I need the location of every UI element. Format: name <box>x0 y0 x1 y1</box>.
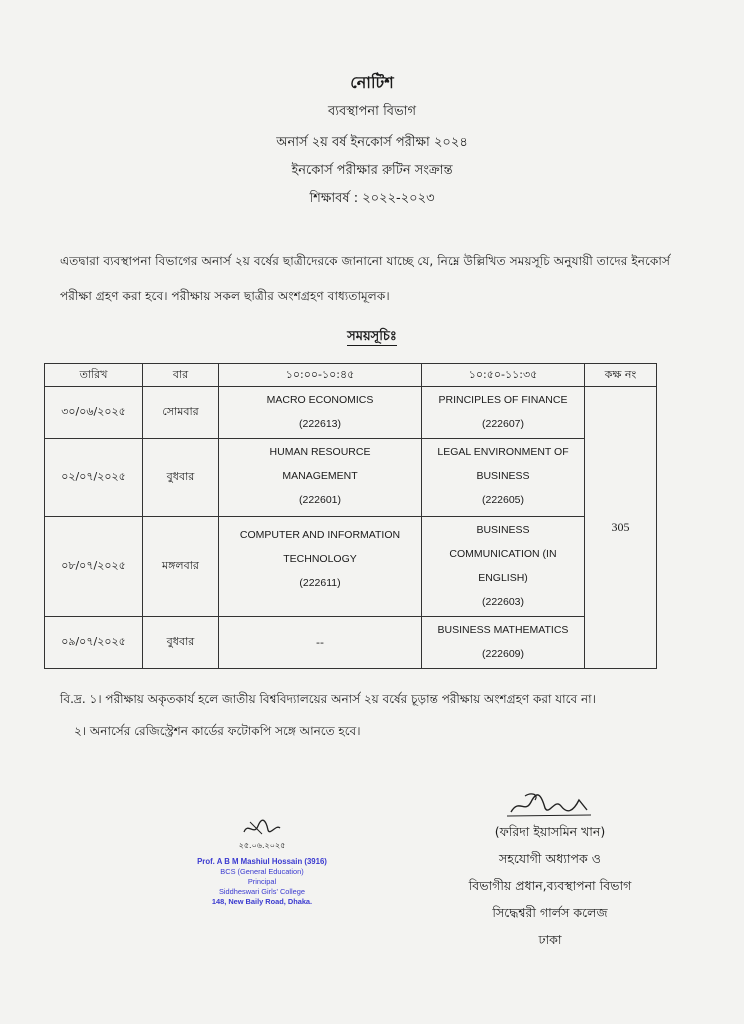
cell-date: ০৯/০৭/২০২৫ <box>45 617 143 669</box>
signatory-name: (ফরিদা ইয়াসমিন খান) <box>494 824 606 839</box>
signatory-designation: সহযোগী অধ্যাপক ও <box>499 851 601 866</box>
col-header-slot1: ১০:০০-১০:৪৫ <box>219 364 422 387</box>
cell-date: ০৮/০৭/২০২৫ <box>45 517 143 617</box>
signatory-role: বিভাগীয় প্রধান,ব্যবস্থাপনা বিভাগ <box>468 878 632 893</box>
cell-slot1: COMPUTER AND INFORMATION TECHNOLOGY (222611) <box>219 517 422 617</box>
cell-slot1: MACRO ECONOMICS (222613) <box>219 387 422 439</box>
cell-day: বুধবার <box>143 617 219 669</box>
routine-subject: ইনকোর্স পরীক্ষার রুটিন সংক্রান্ত <box>291 163 453 178</box>
cell-day: মঙ্গলবার <box>143 517 219 617</box>
notice-body: এতদ্বারা ব্যবস্থাপনা বিভাগের অনার্স ২য় বর্ষের ছাত্রীদেরকে জানানো যাচ্ছে যে, নিম্নে উল্লিখিত সময়সূচি অনুযায়ী তাদের ইনকোর্স পরীক্ষা গ্রহণ করা হবে। পরীক্ষায় সকল ছাত্রীর অংশগ্রহণ বাধ্যতামূলক। <box>60 254 670 303</box>
col-header-date: তারিখ <box>45 364 143 387</box>
cell-slot2: BUSINESS COMMUNICATION (IN ENGLISH) (222603) <box>422 517 585 617</box>
cell-day: সোমবার <box>143 387 219 439</box>
schedule-table <box>44 363 657 669</box>
table-header-row <box>45 364 657 387</box>
table-row <box>45 517 657 617</box>
table-row <box>45 439 657 517</box>
principal-signature-image <box>240 818 284 838</box>
cell-date: ৩০/০৬/২০২৫ <box>45 387 143 439</box>
department-name: ব্যবস্থাপনা বিভাগ <box>327 104 417 119</box>
note-2: ২। অনার্সের রেজিস্ট্রেশন কার্ডের ফটোকপি সঙ্গে আনতে হবে। <box>74 724 361 738</box>
signatory-principal <box>172 818 352 907</box>
cell-slot1: -- <box>219 617 422 669</box>
notes-section <box>60 687 670 743</box>
col-header-slot2: ১০:৫০-১১:৩৫ <box>422 364 585 387</box>
col-header-room: কক্ষ নং <box>585 364 657 387</box>
cell-date: ০২/০৭/২০২৫ <box>45 439 143 517</box>
exam-title: অনার্স ২য় বর্ষ ইনকোর্স পরীক্ষা ২০২৪ <box>276 135 468 150</box>
signatory-city: ঢাকা <box>538 932 562 947</box>
cell-room: 305 <box>585 387 657 669</box>
signatory-college: সিদ্ধেশ্বরী গার্লস কলেজ <box>492 905 608 920</box>
notice-title: নোটিশ <box>350 73 394 92</box>
cell-slot2: BUSINESS MATHEMATICS (222609) <box>422 617 585 669</box>
cell-slot1: HUMAN RESOURCE MANAGEMENT (222601) <box>219 439 422 517</box>
note-1: বি.দ্র. ১। পরীক্ষায় অকৃতকার্য হলে জাতীয় বিশ্ববিদ্যালয়ের অনার্স ২য় বর্ষের চূড়ান্ত পরীক্ষায় অংশগ্রহণ করা যাবে না। <box>60 692 596 706</box>
signatory-head-of-department <box>440 790 660 953</box>
col-header-day: বার <box>143 364 219 387</box>
schedule-title: সময়সূচিঃ <box>347 329 397 344</box>
principal-sign-date: ২৫.০৬.২০২৫ <box>238 841 286 850</box>
cell-slot2: LEGAL ENVIRONMENT OF BUSINESS (222605) <box>422 439 585 517</box>
academic-session: শিক্ষাবর্ষ : ২০২২-২০২৩ <box>309 191 435 206</box>
cell-slot2: PRINCIPLES OF FINANCE (222607) <box>422 387 585 439</box>
principal-stamp: Prof. A B M Mashiul Hossain (3916) BCS (General Education) Principal Siddheswari Girls' College 148, New Baily Road, Dhaka. <box>197 857 327 906</box>
signature-image <box>505 790 595 818</box>
cell-day: বুধবার <box>143 439 219 517</box>
table-row <box>45 387 657 439</box>
table-row <box>45 617 657 669</box>
